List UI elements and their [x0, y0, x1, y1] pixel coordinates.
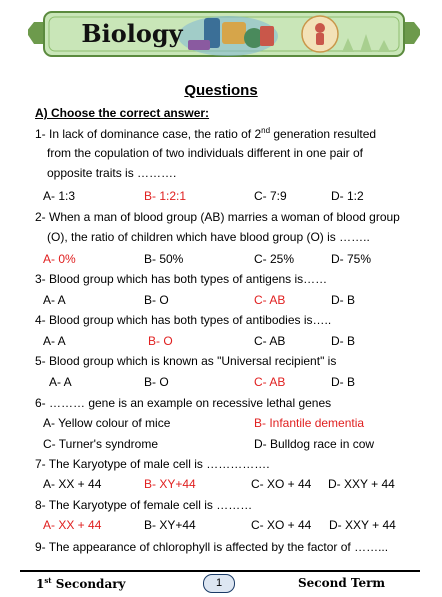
q2-stem-line2: (O), the ratio of children which have blood group (O) is …….. — [47, 230, 370, 244]
q7-stem: 7- The Karyotype of male cell is ……………. — [35, 457, 270, 471]
page-number-badge: 1 — [203, 574, 235, 593]
q7-option-c: C- XO + 44 — [251, 477, 312, 491]
q7-option-b-correct: B- XY+44 — [144, 477, 196, 491]
q3-option-d: D- B — [331, 293, 355, 307]
q6-option-a: A- Yellow colour of mice — [43, 416, 171, 430]
q4-option-c: C- AB — [254, 334, 286, 348]
q6-stem: 6- ……… gene is an example on recessive lethal genes — [35, 396, 332, 410]
q3-option-b: B- O — [144, 293, 169, 307]
q3-option-a: A- A — [43, 293, 66, 307]
q5-option-a: A- A — [49, 375, 72, 389]
q5-option-d: D- B — [331, 375, 355, 389]
q1-stem-line3: opposite traits is ………. — [47, 166, 177, 180]
q2-option-b: B- 50% — [144, 252, 184, 266]
q7-option-a: A- XX + 44 — [43, 477, 102, 491]
q8-option-c: C- XO + 44 — [251, 518, 312, 532]
q2-option-a-correct: A- 0% — [43, 252, 76, 266]
q4-option-b-correct: B- O — [148, 334, 173, 348]
page-heading: Questions — [184, 82, 258, 99]
q3-stem: 3- Blood group which has both types of antigens is…… — [35, 272, 328, 286]
q8-option-a-correct: A- XX + 44 — [43, 518, 102, 532]
q1-option-a: A- 1:3 — [43, 189, 76, 203]
q1-option-b-correct: B- 1:2:1 — [144, 189, 187, 203]
q2-stem-line1: 2- When a man of blood group (AB) marries a woman of blood group — [35, 210, 400, 224]
q4-stem: 4- Blood group which has both types of antibodies is….. — [35, 313, 332, 327]
q6-option-c: C- Turner's syndrome — [43, 437, 158, 451]
q3-option-c-correct: C- AB — [254, 293, 286, 307]
q4-option-a: A- A — [43, 334, 66, 348]
q5-option-b: B- O — [144, 375, 169, 389]
microscope-illustration — [178, 16, 278, 56]
emblem-icon — [302, 16, 338, 52]
q8-option-b: B- XY+44 — [144, 518, 196, 532]
q2-option-c: C- 25% — [254, 252, 295, 266]
q5-stem: 5- Blood group which is known as "Universal recipient" is — [35, 354, 337, 368]
q7-option-d: D- XXY + 44 — [328, 477, 395, 491]
q5-option-c-correct: C- AB — [254, 375, 286, 389]
q9-stem: 9- The appearance of chlorophyll is affected by the factor of ……... — [35, 540, 389, 554]
header-banner — [28, 8, 420, 60]
q1-option-c: C- 7:9 — [254, 189, 287, 203]
q1-stem-line2: from the copulation of two individuals different in one pair of — [47, 146, 363, 160]
q8-stem: 8- The Karyotype of female cell is ……… — [35, 498, 253, 512]
q8-option-d: D- XXY + 44 — [329, 518, 396, 532]
q1-option-d: D- 1:2 — [331, 189, 364, 203]
q4-option-d: D- B — [331, 334, 355, 348]
q6-option-d: D- Bulldog race in cow — [254, 437, 375, 451]
footer-term: Second Term — [298, 576, 386, 590]
q6-option-b-correct: B- Infantile dementia — [254, 416, 365, 430]
section-title: A) Choose the correct answer: — [35, 106, 210, 120]
footer-rule — [20, 570, 420, 572]
footer-grade: 1st Secondary — [36, 576, 126, 591]
q1-stem-line1: 1- In lack of dominance case, the ratio of 2nd generation resulted — [35, 126, 377, 141]
header-title: Biology — [81, 19, 183, 48]
q2-option-d: D- 75% — [331, 252, 372, 266]
